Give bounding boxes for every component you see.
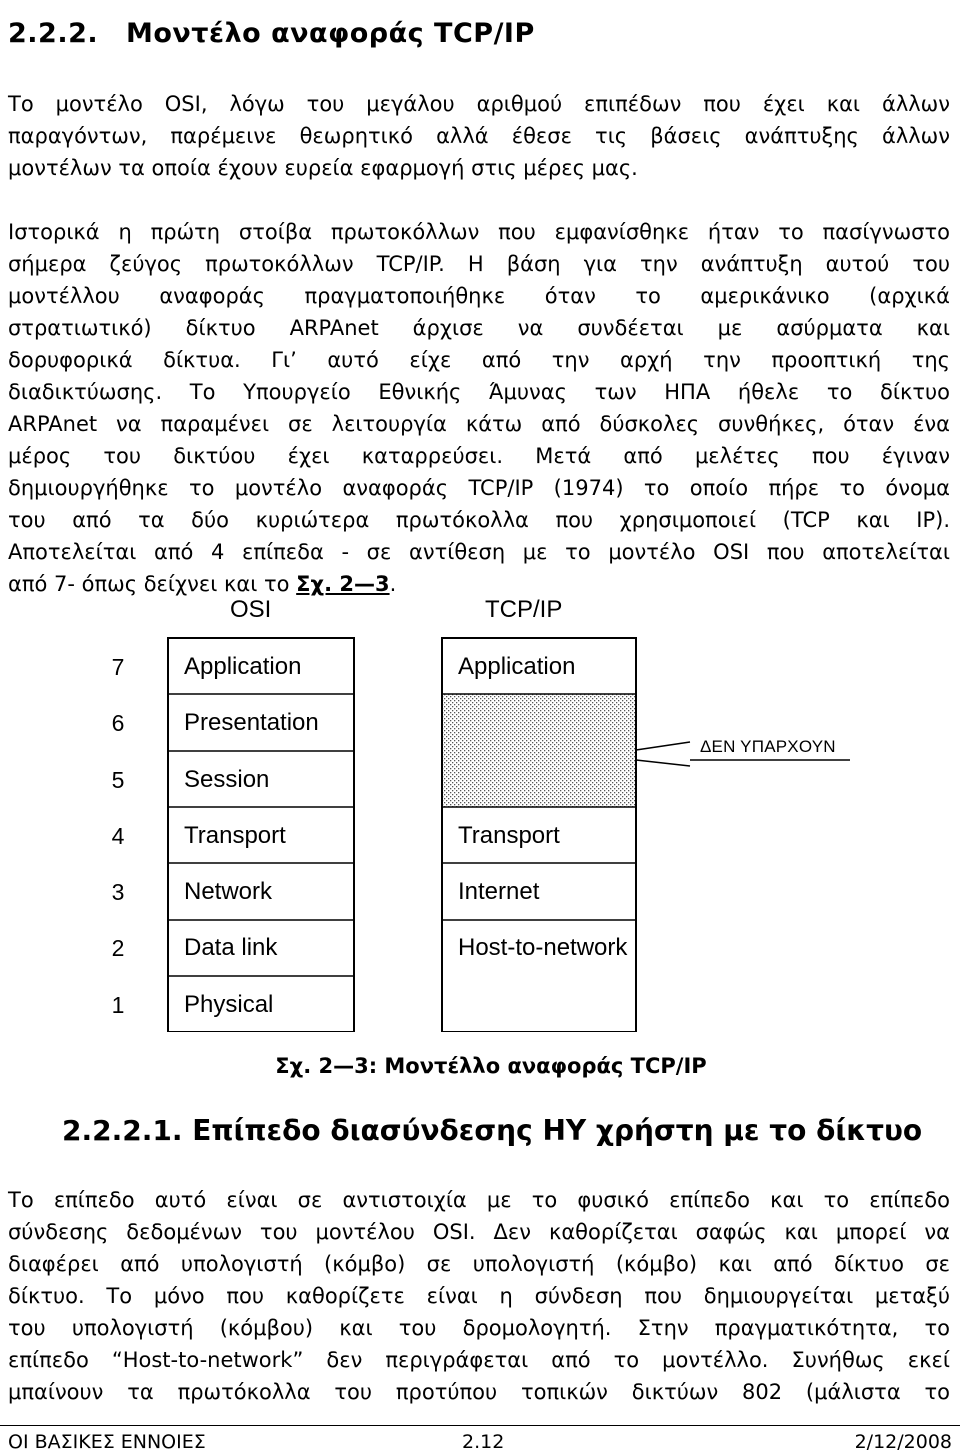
paragraph-history xyxy=(8,216,950,600)
osi-layer-number: 2 xyxy=(111,935,125,961)
paragraph-line: μέρος του δικτύου έχει καταρρεύσει. Μετά από μελέτες που έγιναν xyxy=(8,444,950,468)
paragraph-line: μπαίνουν τα πρωτόκολλα του προτύπου τοπικών δικτύων 802 (μάλιστα το xyxy=(8,1380,950,1404)
osi-layer-name: Physical xyxy=(184,991,274,1018)
osi-layer-number: 1 xyxy=(111,992,125,1018)
osi-layer-number: 4 xyxy=(111,823,125,849)
paragraph-line: του υπολογιστή (κόμβου) και του δρομολογητή. Στην πραγματικότητα, το xyxy=(8,1316,950,1340)
footer-chapter: ΟΙ ΒΑΣΙΚΕΣ ΕΝΝΟΙΕΣ xyxy=(8,1431,206,1453)
osi-layer-number: 3 xyxy=(111,879,125,905)
paragraph-line: Ιστορικά η πρώτη στοίβα πρωτοκόλλων που εμφανίσθηκε ήταν το πασίγνωστο xyxy=(8,220,950,244)
osi-tcpip-figure xyxy=(90,592,880,1032)
section-number: 2.2.2. xyxy=(8,18,99,49)
figure-caption: Σχ. 2—3: Μοντέλλο αναφοράς TCP/IP xyxy=(275,1054,707,1078)
osi-column-title: OSI xyxy=(230,596,272,623)
paragraph-line: δίκτυο. Το μόνο που καθορίζετε είναι η σύνδεση που δημιουργείται μεταξύ xyxy=(8,1284,950,1308)
section-heading xyxy=(8,18,535,49)
figure-reference-link[interactable]: Σχ. 2—3 xyxy=(296,572,390,596)
not-present-note: ΔΕΝ ΥΠΑΡΧΟΥΝ xyxy=(700,737,836,756)
osi-layer-name: Network xyxy=(184,878,273,905)
osi-layer-name: Session xyxy=(184,766,270,793)
absent-layers-hatch xyxy=(442,694,636,807)
page-footer xyxy=(0,1425,960,1455)
osi-layer-name: Application xyxy=(184,653,302,680)
tcpip-column-title: TCP/IP xyxy=(485,596,563,623)
paragraph-line: επίπεδο “Host-to-network” δεν περιγράφεται από το μοντέλλο. Συνήθως εκεί xyxy=(8,1348,950,1372)
tcpip-layer-name: Application xyxy=(458,653,576,680)
last-line-suffix: . xyxy=(389,572,397,596)
paragraph-line: μοντέλων τα οποία έχουν ευρεία εφαρμογή στις μέρες μας. xyxy=(8,156,638,180)
paragraph-line: Αποτελείται από 4 επίπεδα - σε αντίθεση με το μοντέλο OSI που αποτελείται xyxy=(8,540,950,564)
subsection-heading: 2.2.2.1. Επίπεδο διασύνδεσης ΗΥ χρήστη με το δίκτυο xyxy=(62,1114,923,1147)
osi-layer-number: 7 xyxy=(111,654,125,680)
osi-layer-number: 6 xyxy=(111,710,125,736)
footer-page-number: 2.12 xyxy=(462,1431,505,1453)
osi-layer-number: 5 xyxy=(111,767,125,793)
paragraph-line: διαφέρει από υπολογιστή (κόμβο) σε υπολογιστή (κόμβο) και από δίκτυο σε xyxy=(8,1252,950,1276)
paragraph-line: στρατιωτικό) δίκτυο ARPAnet άρχισε να συνδέεται με ασύρματα και xyxy=(8,316,950,340)
tcpip-layer-name: Host-to-network xyxy=(458,934,628,961)
paragraph-line: Το επίπεδο αυτό είναι σε αντιστοιχία με το φυσικό επίπεδο και το επίπεδο xyxy=(8,1188,950,1212)
osi-layer-name: Transport xyxy=(184,822,286,849)
osi-layer-name: Data link xyxy=(184,934,278,961)
paragraph-intro xyxy=(8,88,950,184)
paragraph-host-to-network xyxy=(8,1184,950,1408)
note-pointer-lines xyxy=(636,742,690,766)
last-line-prefix: από 7- όπως δείχνει και το xyxy=(8,572,297,596)
tcpip-layer-name: Transport xyxy=(458,822,560,849)
paragraph-line: του από τα δύο κυριώτερα πρωτόκολλα που χρησιμοποιεί (TCP και IP). xyxy=(8,508,950,532)
section-title: Μοντέλο αναφοράς TCP/IP xyxy=(126,18,535,49)
tcpip-layer-name: Internet xyxy=(458,878,540,905)
footer-date: 2/12/2008 xyxy=(854,1431,952,1453)
paragraph-line: σήμερα ζεύγος πρωτοκόλλων TCP/IP. Η βάση για την ανάπτυξη αυτού του xyxy=(8,252,950,276)
paragraph-line: διαδικτύωσης. Το Υπουργείο Εθνικής Άμυνας των ΗΠΑ ήθελε το δίκτυο xyxy=(8,380,950,404)
paragraph-line: Το μοντέλο OSI, λόγω του μεγάλου αριθμού επιπέδων που έχει και άλλων xyxy=(8,92,950,116)
paragraph-line: σύνδεσης δεδομένων του μοντέλου OSI. Δεν καθορίζεται σαφώς και μπορεί να xyxy=(8,1220,950,1244)
paragraph-line: δορυφορικά δίκτυα. Γι’ αυτό είχε από την αρχή την προοπτική της xyxy=(8,348,950,372)
paragraph-line: μοντέλλου αναφοράς πραγματοποιήθηκε όταν το αμερικάνικο (αρχικά xyxy=(8,284,950,308)
paragraph-line: ARPAnet να παραμένει σε λειτουργία κάτω από δύσκολες συνθήκες, όταν ένα xyxy=(8,412,950,436)
osi-layer-name: Presentation xyxy=(184,709,319,736)
paragraph-line: παραγόντων, παρέμεινε θεωρητικό αλλά έθεσε τις βάσεις ανάπτυξης άλλων xyxy=(8,124,950,148)
paragraph-line: δημιουργήθηκε το μοντέλο αναφοράς TCP/IP (1974) το οποίο πήρε το όνομα xyxy=(8,476,950,500)
